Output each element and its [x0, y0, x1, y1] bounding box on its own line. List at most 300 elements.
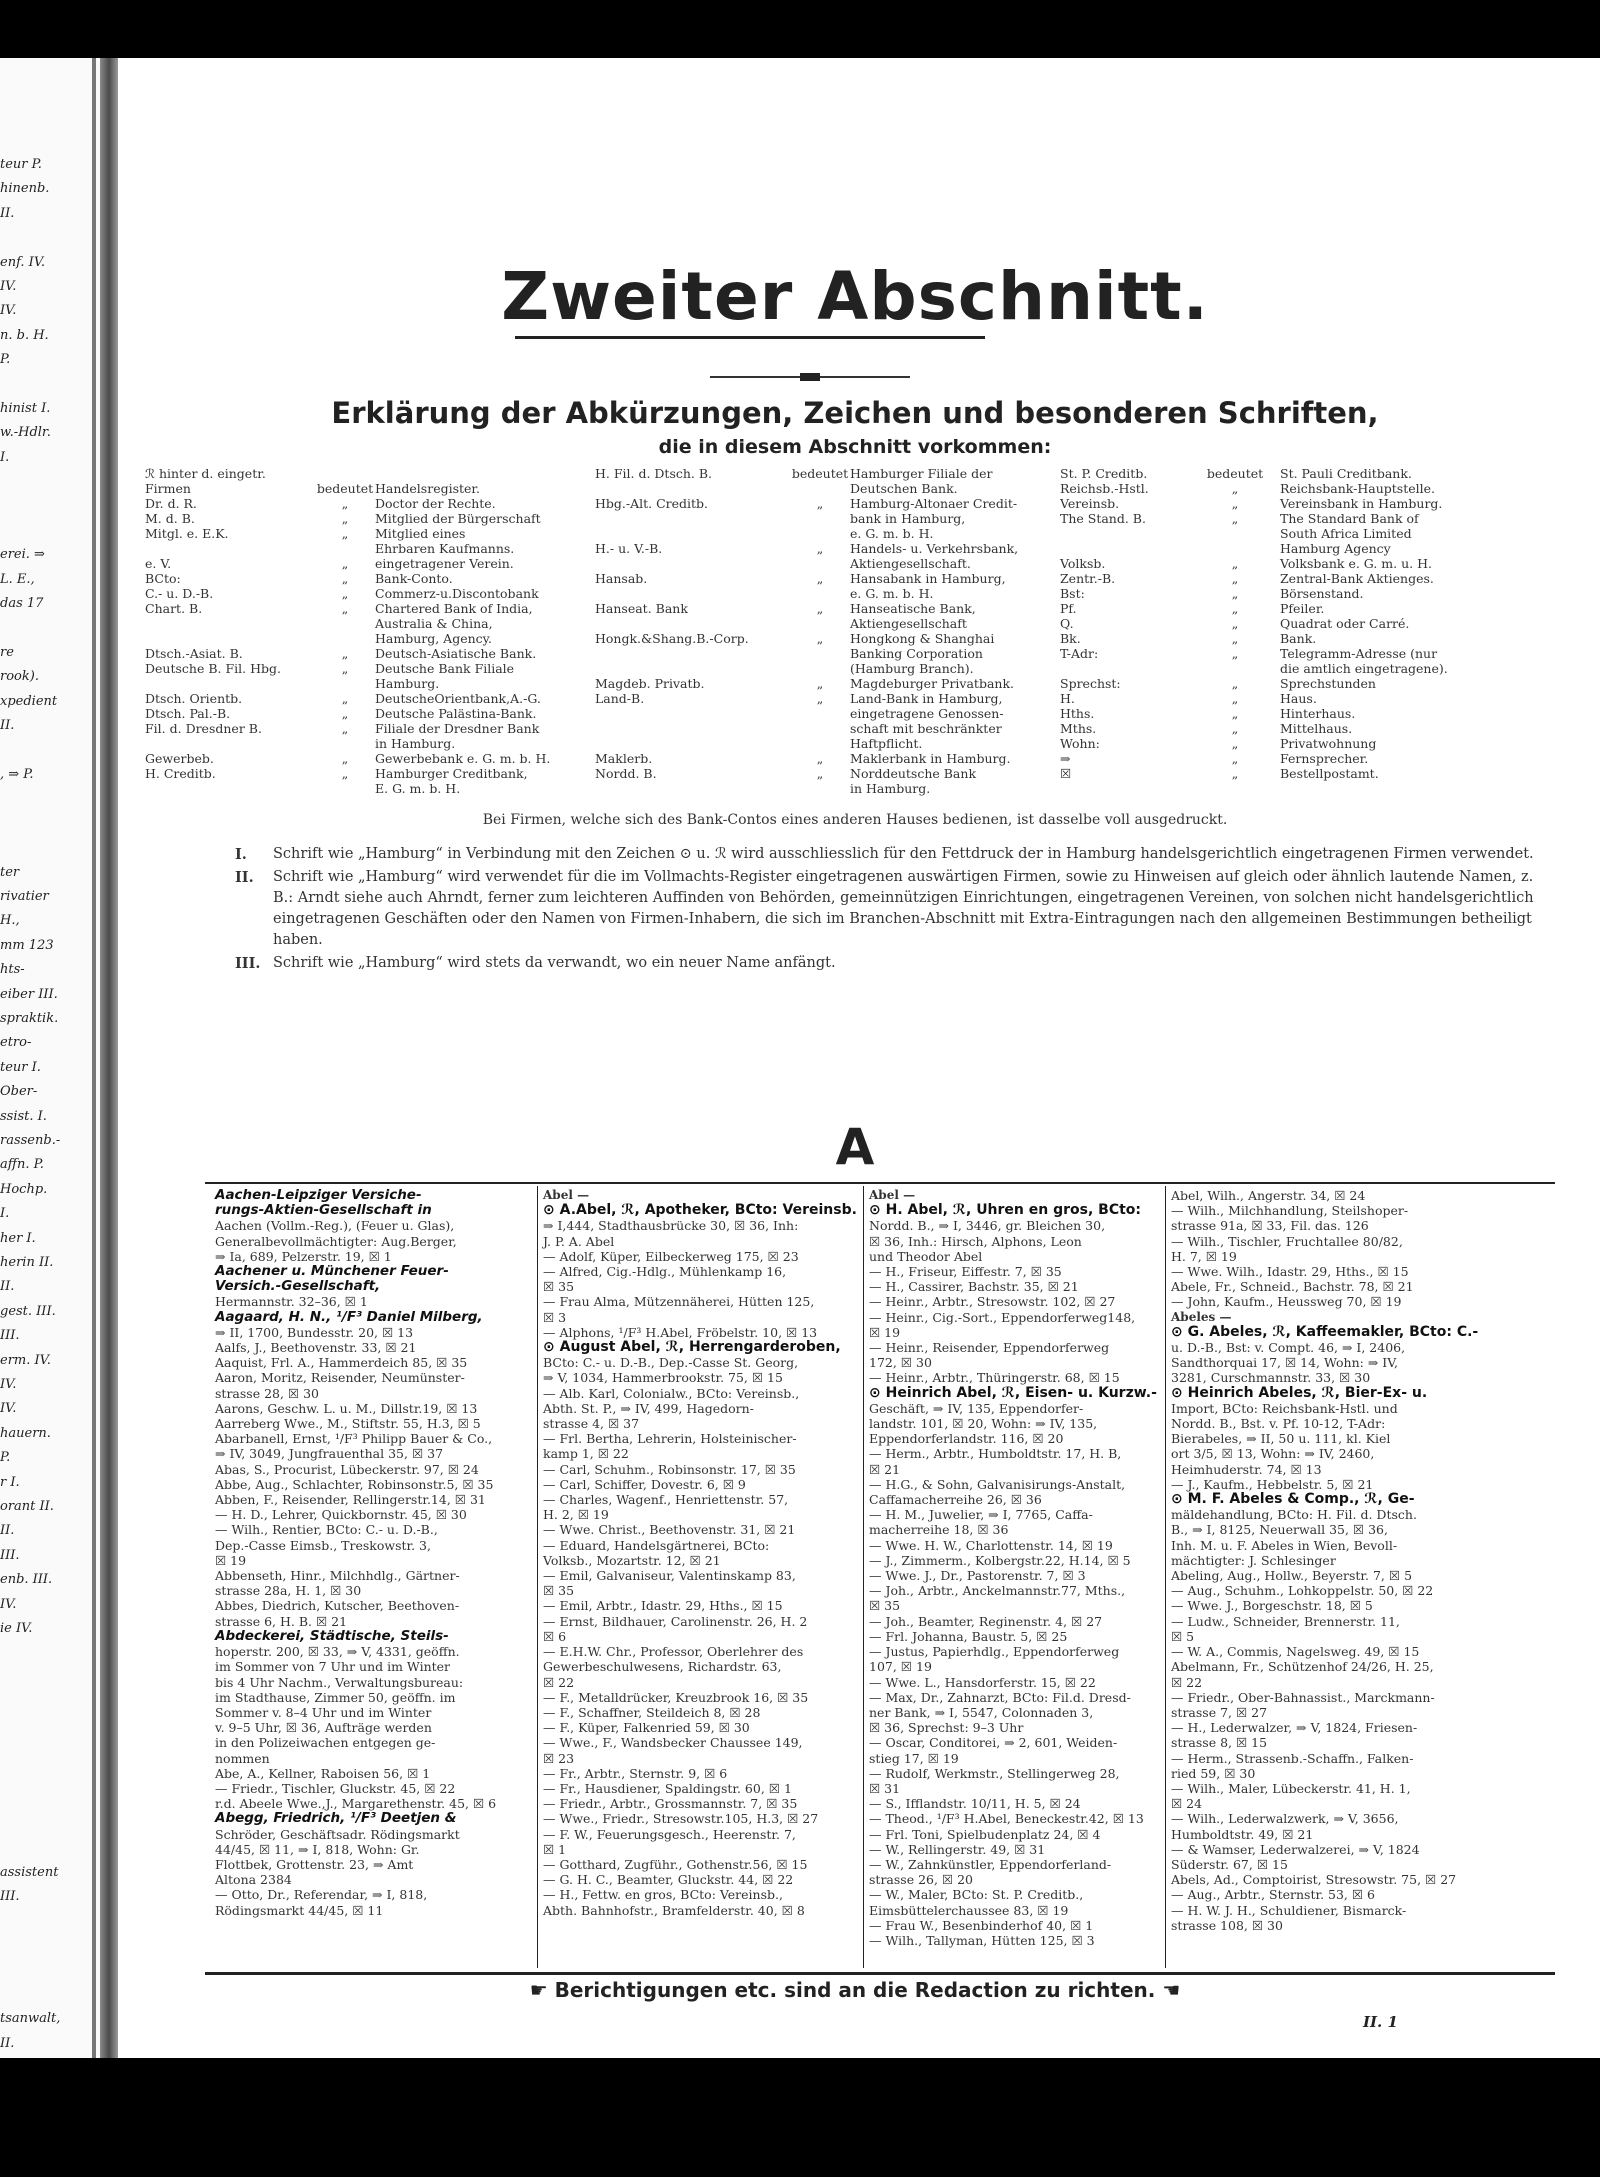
abbreviation-value: Mittelhaus.	[1280, 721, 1353, 736]
abbreviation-row	[145, 556, 565, 571]
abbreviation-value: Deutsche Bank Filiale	[375, 661, 515, 676]
abbreviation-row	[145, 631, 565, 646]
directory-entry-line: mächtigter: J. Schlesinger	[1171, 1552, 1336, 1568]
directory-entry-line: H. 2, ☒ 19	[543, 1507, 609, 1523]
directory-entry-line: — H., Friseur, Eiffestr. 7, ☒ 35	[869, 1264, 1062, 1280]
abbreviation-value: Aktiengesellschaft	[850, 616, 967, 631]
abbreviation-value: St. Pauli Creditbank.	[1280, 466, 1412, 481]
abbreviation-means	[315, 631, 375, 646]
directory-entry-line: — John, Kaufm., Heussweg 70, ☒ 19	[1171, 1294, 1402, 1310]
abbreviation-key	[595, 661, 790, 676]
abbreviation-means: „	[816, 676, 824, 691]
directory-entry-line: — W. A., Commis, Nagelsweg. 49, ☒ 15	[1171, 1644, 1420, 1660]
spine-text-line: Hochp.	[0, 1181, 48, 1197]
abbreviation-value: Maklerbank in Hamburg.	[850, 751, 1011, 766]
directory-entry-line: Aachen-Leipziger Versiche-	[215, 1187, 422, 1203]
spine-text-line: n. b. H.	[0, 327, 49, 343]
abbreviation-value: eingetragener Verein.	[375, 556, 514, 571]
abbreviation-row	[595, 481, 1045, 496]
abbreviation-means	[790, 511, 850, 526]
directory-entry-line: — J., Zimmerm., Kolbergstr.22, H.14, ☒ 5	[869, 1552, 1131, 1568]
abbreviation-key: Mths.	[1060, 721, 1097, 736]
adjacent-page-fragment	[0, 58, 118, 2058]
directory-entry-line: ⊙ August Abel, ℛ, Herrengarderoben,	[543, 1339, 841, 1356]
abbreviation-key: Dr. d. R.	[145, 496, 197, 511]
abbreviation-key	[595, 736, 790, 751]
directory-entry-line: ☒ 5	[1171, 1628, 1195, 1644]
directory-entry-line: — Justus, Papierhdlg., Eppendorferweg	[869, 1644, 1120, 1660]
directory-entry-line: v. 9–5 Uhr, ☒ 36, Aufträge werden	[215, 1720, 432, 1736]
spine-text-line: IV.	[0, 1401, 17, 1417]
directory-entry-line: B., ⇒ I, 8125, Neuerwall 35, ☒ 36,	[1171, 1522, 1388, 1538]
directory-entry-line: — W., Zahnkünstler, Eppendorferland-	[869, 1856, 1112, 1872]
abbreviation-means: bedeutet	[1206, 466, 1264, 481]
abbreviation-row	[595, 721, 1045, 736]
footer-note: ☛ Berichtigungen etc. sind an die Redaction zu richten. ☚	[529, 1978, 1181, 2002]
abbreviation-row	[145, 676, 565, 691]
abbreviation-means: „	[341, 721, 349, 736]
directory-entry-line: Abegg, Friedrich, ¹/F³ Deetjen &	[215, 1810, 457, 1827]
spine-text-line: III.	[0, 1547, 20, 1563]
directory-entry-line: — H., Cassirer, Bachstr. 35, ☒ 21	[869, 1279, 1079, 1295]
spine-text-line: H.,	[0, 913, 20, 929]
directory-entry-line: Flottbek, Grottenstr. 23, ⇒ Amt	[215, 1856, 414, 1872]
directory-entry-line: — Heinr., Reisender, Eppendorferweg	[869, 1340, 1110, 1356]
spine-text-line: erm. IV.	[0, 1352, 51, 1368]
abbreviation-key	[1060, 541, 1190, 556]
abbreviation-key: M. d. B.	[145, 511, 195, 526]
page-number: II. 1	[1363, 2013, 1398, 2031]
abbreviation-row	[595, 661, 1045, 676]
abbreviation-row	[145, 721, 565, 736]
column-divider	[1165, 1186, 1166, 1968]
abbreviation-key	[595, 481, 790, 496]
abbreviation-key	[145, 631, 315, 646]
abbreviation-value: South Africa Limited	[1280, 526, 1412, 541]
abbreviation-key: Hbg.-Alt. Creditb.	[595, 496, 709, 511]
directory-entry-line: strasse 8, ☒ 15	[1171, 1735, 1268, 1751]
spine-text-line: etro-	[0, 1035, 32, 1051]
abbreviation-means	[790, 586, 850, 601]
directory-entry-line: Gewerbeschulwesens, Richardstr. 63,	[543, 1659, 782, 1675]
directory-entry-line: macherreihe 18, ☒ 36	[869, 1522, 1009, 1538]
abbreviation-key: Deutsche B. Fil. Hbg.	[145, 661, 281, 676]
directory-entry-line: — Emil, Galvaniseur, Valentinskamp 83,	[543, 1568, 796, 1584]
abbreviation-means	[790, 706, 850, 721]
abbreviation-row	[145, 601, 565, 616]
abbreviation-row	[145, 781, 565, 796]
directory-entry-line: Abels, Ad., Comptoirist, Stresowstr. 75, ☒ 27	[1171, 1872, 1457, 1888]
spine-text-line: teur I.	[0, 1059, 41, 1075]
abbreviation-means: „	[816, 571, 824, 586]
directory-entry-line: Abel, Wilh., Angerstr. 34, ☒ 24	[1171, 1188, 1366, 1203]
abbreviation-means: „	[1231, 601, 1239, 616]
rule-number: I.	[235, 846, 247, 863]
directory-entry-line: Abas, S., Procurist, Lübeckerstr. 97, ☒ 24	[215, 1461, 479, 1477]
abbreviation-row	[1060, 601, 1510, 616]
directory-entry-line: ner Bank, ⇒ I, 5547, Colonnaden 3,	[869, 1704, 1094, 1720]
typography-rule	[235, 867, 1535, 951]
directory-page	[145, 58, 1565, 2048]
spine-text-line: eiber III.	[0, 986, 58, 1002]
directory-entry-line: — Alfred, Cig.-Hdlg., Mühlenkamp 16,	[543, 1264, 787, 1280]
directory-entry-line: Aarreberg Wwe., M., Stiftstr. 55, H.3, ☒ 5	[215, 1416, 481, 1432]
directory-entry-line: ☒ 19	[869, 1324, 901, 1340]
abbreviation-value: Hamburger Filiale der	[850, 466, 993, 481]
abbreviation-row	[145, 571, 565, 586]
abbreviation-row	[1060, 751, 1510, 766]
abbreviation-row	[1060, 691, 1510, 706]
abbreviation-key: Q.	[1060, 616, 1074, 631]
spine-text-line: rivatier	[0, 889, 49, 904]
spine-text-line: IV.	[0, 1377, 17, 1392]
abbreviation-key: Hansab.	[595, 571, 648, 586]
spine-text-line: tsanwalt,	[0, 2011, 61, 2027]
directory-entry-line: Sandthorquai 17, ☒ 14, Wohn: ⇒ IV,	[1171, 1355, 1399, 1371]
abbreviation-row	[1060, 736, 1510, 751]
directory-entry-line: — G. H. C., Beamter, Gluckstr. 44, ☒ 22	[543, 1872, 794, 1888]
directory-entry-line: — Wwe., Friedr., Stresowstr.105, H.3, ☒ 27	[543, 1811, 819, 1827]
directory-entry-line: Heimhuderstr. 74, ☒ 13	[1171, 1461, 1322, 1477]
abbreviation-key	[595, 721, 790, 736]
abbreviation-value: Hinterhaus.	[1280, 706, 1356, 721]
directory-entry-line: — J., Kaufm., Hebbelstr. 5, ☒ 21	[1171, 1476, 1374, 1492]
abbreviation-key: Dtsch.-Asiat. B.	[145, 646, 243, 661]
abbreviation-value: Haftpflicht.	[850, 736, 923, 751]
abbreviation-row	[595, 526, 1045, 541]
abbreviation-key	[595, 511, 790, 526]
abbreviation-row	[1060, 661, 1510, 676]
directory-entry-line: Abbes, Diedrich, Kutscher, Beethoven-	[215, 1598, 460, 1614]
abbreviation-value: Hamburg Agency	[1280, 541, 1391, 556]
bank-conto-note: Bei Firmen, welche sich des Bank-Contos eines anderen Hauses bedienen, ist dasselbe voll ausgedruckt.	[482, 812, 1228, 828]
directory-entry-line: — Wwe. Wilh., Idastr. 29, Hths., ☒ 15	[1171, 1264, 1409, 1280]
directory-entry-line: — W., Maler, BCto: St. P. Creditb.,	[869, 1887, 1084, 1903]
abbreviation-value: Hanseatische Bank,	[850, 601, 976, 616]
directory-entry-line: — Wwe. Christ., Beethovenstr. 31, ☒ 21	[543, 1522, 796, 1538]
abbreviation-key	[595, 781, 790, 796]
directory-entry-line: Abelmann, Fr., Schützenhof 24/26, H. 25,	[1171, 1659, 1434, 1675]
abbreviation-key	[145, 736, 315, 751]
spine-text-line: II.	[0, 1279, 15, 1295]
directory-entry-line: — Wwe. H. W., Charlottenstr. 14, ☒ 19	[869, 1537, 1113, 1553]
abbreviation-value: Telegramm-Adresse (nur	[1280, 646, 1438, 661]
abbreviation-row	[1060, 616, 1510, 631]
abbreviation-row	[145, 616, 565, 631]
directory-entry-line: ☒ 6	[543, 1628, 567, 1644]
directory-entry-line: u. D.-B., Bst: v. Compt. 46, ⇒ I, 2406,	[1171, 1340, 1406, 1356]
abbreviation-key: BCto:	[145, 571, 181, 586]
rule-text: Schrift wie „Hamburg“ wird stets da verwandt, wo ein neuer Name anfängt.	[273, 955, 836, 971]
abbreviation-key: Volksb.	[1060, 556, 1106, 571]
abbreviation-means	[790, 646, 850, 661]
directory-entry-line: Abeling, Aug., Hollw., Beyerstr. 7, ☒ 5	[1171, 1568, 1413, 1584]
directory-entry-line: ☒ 31	[869, 1780, 901, 1796]
abbreviation-value: e. G. m. b. H.	[850, 526, 934, 541]
directory-entry-line: Eimsbüttelerchaussee 83, ☒ 19	[869, 1902, 1069, 1918]
abbreviation-means	[315, 736, 375, 751]
abbreviation-row	[1060, 496, 1510, 511]
directory-bottom-rule	[205, 1972, 1555, 1975]
abbreviation-key: Sprechst:	[1060, 676, 1121, 691]
directory-entry-line: Humboldtstr. 49, ☒ 21	[1171, 1826, 1314, 1842]
spine-text-line: w.-Hdlr.	[0, 425, 51, 441]
spine-text-line: r I.	[0, 1474, 20, 1490]
directory-entry-line: Abth. Bahnhofstr., Bramfelderstr. 40, ☒ 8	[543, 1902, 805, 1918]
directory-entry-line: Eppendorferlandstr. 116, ☒ 20	[869, 1431, 1064, 1447]
directory-entry-line: Abth. St. P., ⇒ IV, 499, Hagedorn-	[543, 1400, 754, 1416]
abbreviation-key: Mitgl. e. E.K.	[145, 526, 229, 541]
abbreviation-means	[315, 676, 375, 691]
directory-entry-line: ☒ 22	[543, 1674, 575, 1690]
directory-entry-line: — Theod., ¹/F³ H.Abel, Beneckestr.42, ☒ 13	[869, 1811, 1144, 1827]
abbreviation-key: Dtsch. Orientb.	[145, 691, 243, 706]
abbreviation-row	[145, 736, 565, 751]
abbreviation-means: „	[341, 691, 349, 706]
abbreviation-value: Ehrbaren Kaufmanns.	[375, 541, 515, 556]
abbreviation-value: Reichsbank-Hauptstelle.	[1280, 481, 1435, 496]
abbreviation-key: ℛ hinter d. eingetr.	[145, 466, 266, 481]
directory-entry-line: — E.H.W. Chr., Professor, Oberlehrer des	[543, 1644, 804, 1660]
abbreviation-key: St. P. Creditb.	[1060, 466, 1148, 481]
abbreviation-row	[595, 571, 1045, 586]
directory-entry-line: — Herm., Arbtr., Humboldtstr. 17, H. B,	[869, 1446, 1122, 1462]
abbreviation-value: E. G. m. b. H.	[375, 781, 461, 796]
directory-entry-line: strasse 6, H. B. ☒ 21	[215, 1613, 348, 1629]
abbreviation-means	[790, 736, 850, 751]
spine-text-line: das 17	[0, 596, 44, 612]
abbreviation-row	[145, 481, 565, 496]
directory-entry-line: — Max, Dr., Zahnarzt, BCto: Fil.d. Dresd-	[869, 1689, 1131, 1705]
directory-entry-line: ☒ 3	[543, 1309, 567, 1325]
directory-entry-line: Aachen (Vollm.-Reg.), (Feuer u. Glas),	[215, 1218, 455, 1234]
abbreviation-value: Hansabank in Hamburg,	[850, 571, 1006, 586]
abbreviation-key: e. V.	[145, 556, 172, 571]
directory-entry-line: ⊙ M. F. Abeles & Comp., ℛ, Ge-	[1171, 1491, 1415, 1508]
directory-entry-line: Aaron, Moritz, Reisender, Neumünster-	[215, 1370, 465, 1386]
abbreviation-value: Mitglied eines	[375, 526, 466, 541]
abbreviation-value: Haus.	[1280, 691, 1317, 706]
spine-text-line: re	[0, 645, 14, 660]
scan-bottom-border	[0, 2058, 1600, 2177]
abbreviation-key: ⇒	[1060, 751, 1071, 766]
spine-text-line: P.	[0, 352, 11, 368]
abbreviation-key: ☒	[1060, 766, 1072, 781]
spine-text-line: Ober-	[0, 1084, 38, 1100]
directory-entry-line: — F., Metalldrücker, Kreuzbrook 16, ☒ 35	[543, 1689, 809, 1705]
directory-entry-line: — Gotthard, Zugführ., Gothenstr.56, ☒ 15	[543, 1856, 808, 1872]
abbreviation-key: Fil. d. Dresdner B.	[145, 721, 262, 736]
abbreviation-key: C.- u. D.-B.	[145, 586, 214, 601]
directory-entry-line: — F., Schaffner, Steildeich 8, ☒ 28	[543, 1704, 761, 1720]
abbreviation-means: „	[1231, 766, 1239, 781]
directory-column-3	[869, 1188, 1184, 1948]
abbreviation-row	[1060, 766, 1510, 781]
abbreviation-means: „	[1231, 586, 1239, 601]
abbreviation-row	[595, 601, 1045, 616]
directory-entry-line: Abben, F., Reisender, Rellingerstr.14, ☒ 31	[215, 1492, 486, 1508]
spine-text-line: erei. ⇒	[0, 547, 45, 563]
directory-entry-line: BCto: C.- u. D.-B., Dep.-Casse St. Georg,	[543, 1355, 799, 1371]
directory-entry-line: strasse 7, ☒ 27	[1171, 1704, 1268, 1720]
abbreviation-value: Bank-Conto.	[375, 571, 453, 586]
spine-text-line: II.	[0, 2035, 15, 2051]
abbreviation-means: „	[341, 646, 349, 661]
abbreviation-value: Vereinsbank in Hamburg.	[1280, 496, 1443, 511]
directory-column-4	[1171, 1188, 1486, 1933]
directory-entry-line: Aachener u. Münchener Feuer-	[215, 1263, 449, 1280]
abbreviation-row	[145, 661, 565, 676]
directory-entry-line: mäldehandlung, BCto: H. Fil. d. Dtsch.	[1171, 1507, 1417, 1523]
abbreviation-means	[790, 721, 850, 736]
abbreviation-means: „	[816, 496, 824, 511]
abbreviation-row	[595, 631, 1045, 646]
abbreviation-list-2	[595, 466, 1045, 796]
directory-entry-line: — S., Ifflandstr. 10/11, H. 5, ☒ 24	[869, 1796, 1081, 1812]
directory-entry-line: ⇒ II, 1700, Bundesstr. 20, ☒ 13	[215, 1324, 414, 1340]
abbreviation-value: Privatwohnung	[1280, 736, 1377, 751]
abbreviation-row	[1060, 466, 1510, 481]
directory-entry-line: — Wwe., F., Wandsbecker Chaussee 149,	[543, 1735, 803, 1751]
section-letter: A	[835, 1118, 875, 1176]
abbreviation-row	[145, 586, 565, 601]
abbreviation-means: „	[1231, 676, 1239, 691]
directory-entry-line: Bierabeles, ⇒ II, 50 u. 111, kl. Kiel	[1171, 1431, 1391, 1447]
directory-entry-line: — H. D., Lehrer, Quickbornstr. 45, ☒ 30	[215, 1507, 467, 1523]
directory-entry-line: Dep.-Casse Eimsb., Treskowstr. 3,	[215, 1537, 431, 1553]
abbreviation-value: Volksbank e. G. m. u. H.	[1280, 556, 1432, 571]
abbreviation-value: schaft mit beschränkter	[850, 721, 1002, 736]
directory-entry-line: ☒ 1	[543, 1841, 567, 1857]
spine-text-line: enb. III.	[0, 1572, 53, 1588]
directory-entry-line: — Heinr., Cig.-Sort., Eppendorferweg148,	[869, 1309, 1136, 1325]
abbreviation-means: „	[816, 751, 824, 766]
abbreviation-value: Chartered Bank of India,	[375, 601, 533, 616]
spine-text-line: IV.	[0, 1596, 17, 1612]
directory-entry-line: Rödingsmarkt 44/45, ☒ 11	[215, 1902, 384, 1918]
directory-entry-line: ☒ 22	[1171, 1674, 1203, 1690]
spine-text-line: her I.	[0, 1230, 36, 1246]
directory-entry-line: strasse 28a, H. 1, ☒ 30	[215, 1583, 362, 1599]
abbreviation-key: H. Creditb.	[145, 766, 216, 781]
spine-text-line: spraktik.	[0, 1011, 59, 1026]
directory-entry-line: — Ludw., Schneider, Brennerstr. 11,	[1171, 1613, 1400, 1629]
title-underline	[515, 336, 985, 339]
directory-entry-line: Hermannstr. 32–36, ☒ 1	[215, 1294, 368, 1310]
directory-column-2	[543, 1188, 858, 1918]
abbreviation-means: „	[341, 766, 349, 781]
abbreviation-row	[595, 466, 1045, 481]
abbreviation-value: Aktiengesellschaft.	[850, 556, 971, 571]
directory-top-rule	[205, 1182, 1555, 1184]
spine-text-line: II.	[0, 718, 15, 734]
directory-entry-line: — Carl, Schiffer, Dovestr. 6, ☒ 9	[543, 1476, 746, 1492]
directory-entry-line: — H., Lederwalzer, ⇒ V, 1824, Friesen-	[1171, 1720, 1418, 1736]
abbreviation-row	[145, 766, 565, 781]
directory-entry-line: Abele, Fr., Schneid., Bachstr. 78, ☒ 21	[1171, 1279, 1414, 1295]
directory-entry-line: im Sommer von 7 Uhr und im Winter	[215, 1659, 451, 1675]
abbreviation-row	[595, 781, 1045, 796]
abbreviation-value: bank in Hamburg,	[850, 511, 966, 526]
abbreviation-key	[595, 616, 790, 631]
directory-entry-line: ☒ 36, Inh.: Hirsch, Alphons, Leon	[869, 1233, 1082, 1249]
abbreviation-means: „	[816, 541, 824, 556]
abbreviation-means: „	[1231, 631, 1239, 646]
directory-entry-line: ☒ 35	[543, 1583, 575, 1599]
directory-entry-line: ⇒ V, 1034, Hammerbrookstr. 75, ☒ 15	[543, 1370, 783, 1386]
directory-entry-line: Schröder, Geschäftsadr. Rödingsmarkt	[215, 1826, 460, 1842]
abbreviation-value	[375, 466, 565, 481]
directory-entry-line: nommen	[215, 1750, 270, 1766]
abbreviation-value: eingetragene Genossen-	[850, 706, 1004, 721]
typography-rules	[235, 844, 1535, 976]
abbreviation-value: Mitglied der Bürgerschaft	[375, 511, 541, 526]
abbreviation-key	[1060, 526, 1190, 541]
directory-entry-line: Sommer v. 8–4 Uhr und im Winter	[215, 1704, 432, 1720]
abbreviation-means: „	[1231, 646, 1239, 661]
spine-text-line: IV.	[0, 303, 17, 319]
abbreviation-means	[1190, 661, 1280, 676]
directory-entry-line: — Charles, Wagenf., Henriettenstr. 57,	[543, 1492, 789, 1508]
directory-entry-line: ☒ 23	[543, 1750, 575, 1766]
directory-entry-line: Abeles —	[1171, 1309, 1232, 1324]
directory-entry-line: Versich.-Gesellschaft,	[215, 1278, 381, 1295]
directory-entry-line: Geschäft, ⇒ IV, 135, Eppendorfer-	[869, 1400, 1084, 1416]
abbreviation-value: The Standard Bank of	[1280, 511, 1419, 526]
abbreviation-value: Zentral-Bank Aktienges.	[1280, 571, 1434, 586]
spine-text-line: mm 123	[0, 937, 54, 953]
abbreviation-value: Bank.	[1280, 631, 1317, 646]
abbreviation-row	[595, 691, 1045, 706]
abbreviation-row	[595, 541, 1045, 556]
abbreviation-key	[595, 526, 790, 541]
abbreviation-means: „	[341, 511, 349, 526]
abbreviation-row	[595, 751, 1045, 766]
abbreviation-row	[1060, 571, 1510, 586]
directory-entry-line: — Wilh., Tallyman, Hütten 125, ☒ 3	[869, 1932, 1095, 1948]
directory-entry-line: Generalbevollmächtigter: Aug.Berger,	[215, 1233, 457, 1249]
typography-rule	[235, 844, 1535, 865]
abbreviation-value: Hamburg.	[375, 676, 440, 691]
directory-entry-line: ried 59, ☒ 30	[1171, 1765, 1256, 1781]
directory-entry-line: — Alphons, ¹/F³ H.Abel, Fröbelstr. 10, ☒ 13	[543, 1324, 818, 1340]
spine-text-line: I.	[0, 1206, 10, 1222]
spine-text-line: I.	[0, 449, 10, 465]
abbreviation-row	[595, 616, 1045, 631]
abbreviation-means	[790, 481, 850, 496]
abbreviation-key: Gewerbeb.	[145, 751, 214, 766]
spine-text-line: hinist I.	[0, 401, 51, 416]
abbreviation-means: „	[1231, 706, 1239, 721]
abbreviation-value: Hamburg-Altonaer Credit-	[850, 496, 1018, 511]
directory-entry-line: — Alb. Karl, Colonialw., BCto: Vereinsb.,	[543, 1385, 800, 1401]
directory-entry-line: — Frl. Bertha, Lehrerin, Holsteinischer-	[543, 1431, 797, 1447]
abbreviation-means	[790, 781, 850, 796]
spine-text-line: rook).	[0, 669, 39, 685]
abbreviation-value: in Hamburg.	[850, 781, 931, 796]
abbreviation-means	[1190, 526, 1280, 541]
abbreviation-value: Quadrat oder Carré.	[1280, 616, 1410, 631]
directory-entry-line: ⇒ Ia, 689, Pelzerstr. 19, ☒ 1	[215, 1248, 392, 1264]
abbreviation-value: die amtlich eingetragene).	[1280, 661, 1448, 676]
directory-entry-line: H. 7, ☒ 19	[1171, 1248, 1237, 1264]
binding-line	[92, 58, 96, 2058]
directory-entry-line: — Rudolf, Werkmstr., Stellingerweg 28,	[869, 1765, 1120, 1781]
directory-entry-line: — Wwe. J., Borgeschstr. 18, ☒ 5	[1171, 1598, 1373, 1614]
directory-entry-line: — Fr., Arbtr., Sternstr. 9, ☒ 6	[543, 1765, 728, 1781]
directory-column-1	[215, 1188, 530, 1918]
abbreviation-row	[595, 676, 1045, 691]
